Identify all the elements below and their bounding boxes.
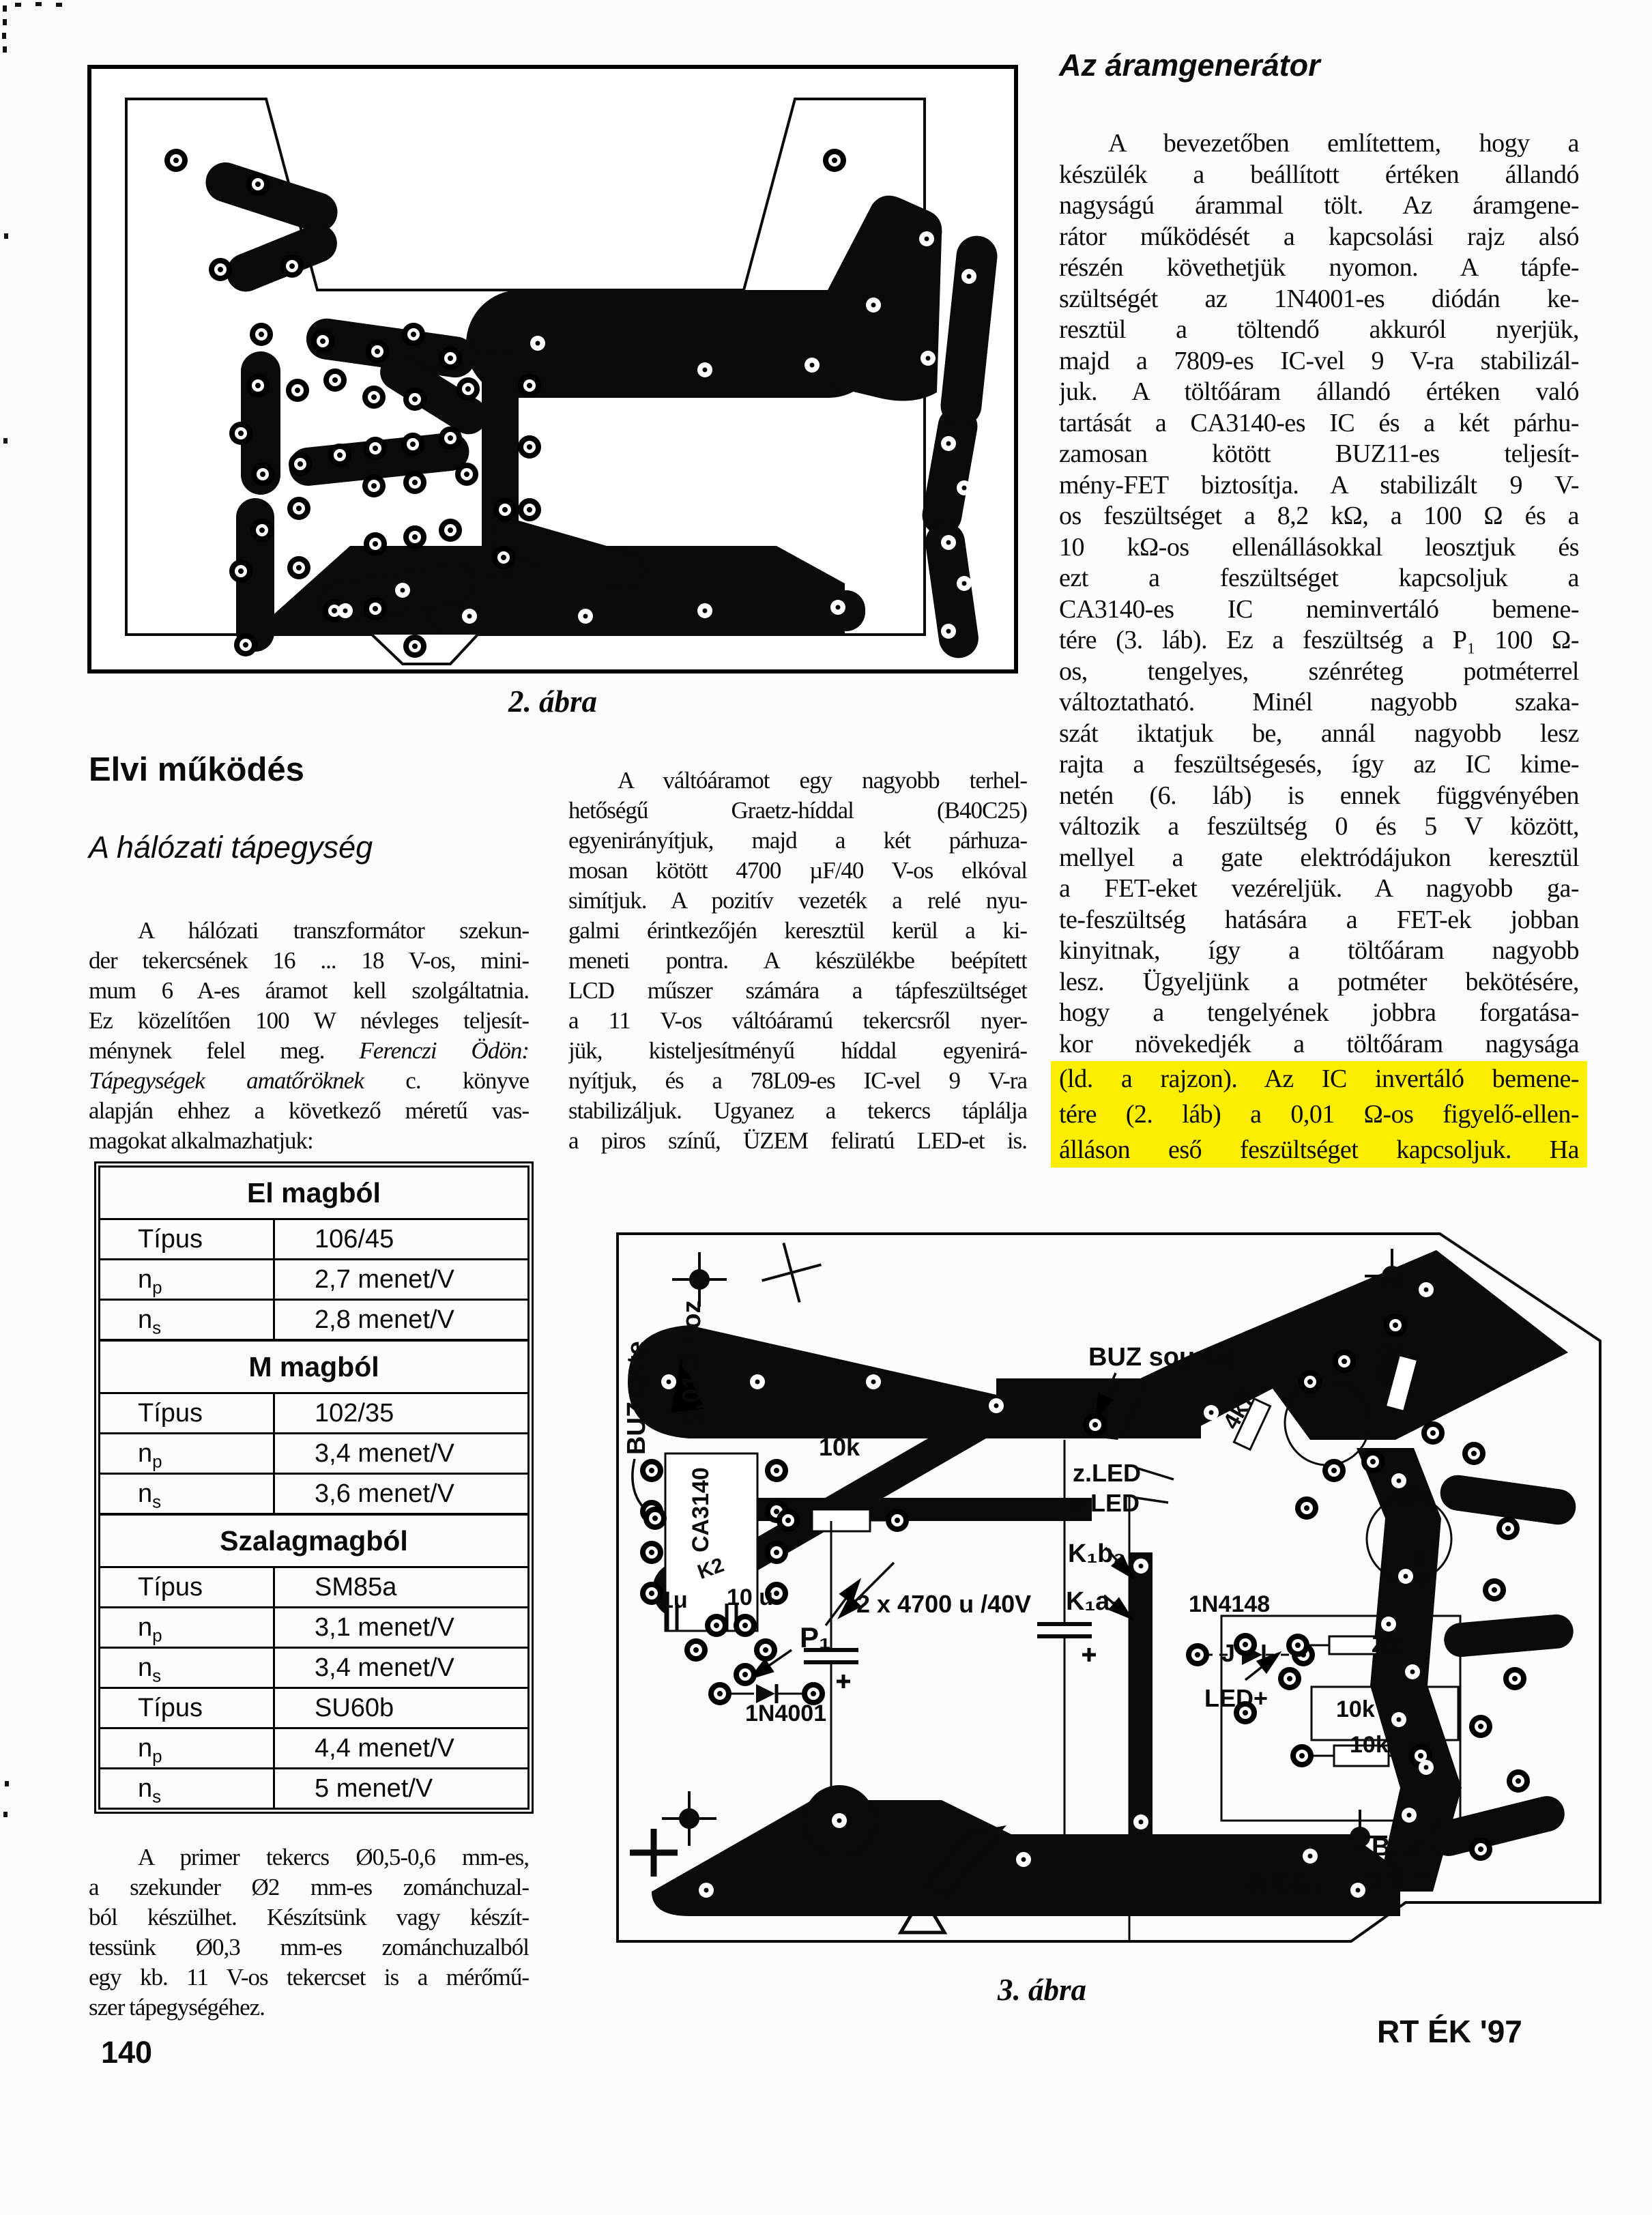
text-line: tartását a CA3140-es IC és a két párhu- [1059, 408, 1579, 437]
table-cell: $n_s$ [100, 1301, 275, 1339]
figure-callout-label: drain [1366, 1864, 1430, 1893]
scan-noise-dot [35, 2, 42, 6]
figure-callout-label: CA3140 [688, 1467, 714, 1552]
text-line: der tekercsének 16 ... 18 V-os, mini- [89, 947, 529, 974]
text-line: részén követhetjük nyomon. A tápfe- [1059, 253, 1579, 282]
text-line: a FET-eket vezéreljük. A nagyobb ga- [1059, 874, 1579, 903]
figure3-caption: 3. ábra [998, 1973, 1087, 2007]
text-line: simítjuk. A pozitív vezeték a relé nyu- [568, 887, 1027, 914]
text-line: kinyitnak, így a töltőáram nagyobb [1059, 936, 1579, 965]
figure-callout-label: LED+ [1204, 1684, 1269, 1712]
text-line: mellyel a gate elektródájukon keresztül [1059, 843, 1579, 872]
subsection-heading-halozati-tapegyseg: A hálózati tápegység [89, 830, 373, 865]
scan-noise-dot [3, 46, 7, 53]
table-cell: 3,4 menet/V [315, 1439, 454, 1468]
scan-noise-dot [3, 438, 8, 444]
figure-callout-label: s.LED [1070, 1489, 1140, 1517]
table-row [100, 1432, 527, 1473]
scan-noise-dot [5, 1781, 9, 1786]
scan-noise-dot [3, 1812, 8, 1817]
table-cell: 5 menet/V [315, 1774, 433, 1803]
table-cell: $n_s$ [100, 1475, 275, 1513]
text-line: mum 6 A-es áramot kell szolgáltatnia. [89, 977, 529, 1004]
text-line: os, tengelyes, szénréteg potméterrel [1059, 656, 1579, 686]
text-line: alapján ehhez a következő méretű vas- [89, 1097, 529, 1124]
figure-callout-label: K₁b₂ [1068, 1539, 1125, 1568]
core-data-table [94, 1161, 534, 1814]
figure-callout-label: 10k [1350, 1732, 1389, 1758]
text-line: rátor működését a kapcsolási rajz alsó [1059, 222, 1579, 251]
table-cell: Típus [100, 1220, 275, 1258]
figure-callout-label: 10k [819, 1433, 860, 1461]
figure-callout-label: 2 x 4700 u /40V [856, 1590, 1032, 1618]
figure-callout-label: 4k7 [1218, 1387, 1260, 1434]
text-line: Ez közelítően 100 W névleges teljesít- [89, 1007, 529, 1034]
journal-footer: RT ÉK '97 [1377, 2014, 1522, 2049]
text-line: A váltóáramot egy nagyobb terhel- [618, 767, 1027, 794]
right-column-paragraph [1059, 128, 1579, 1060]
text-line: 10 kΩ-os ellenállásokkal leosztjuk és [1059, 532, 1579, 562]
scan-noise-dot [3, 5, 7, 12]
text-line: a szekunder Ø2 mm-es zománchuzal- [89, 1874, 529, 1900]
figure3 [587, 1208, 1604, 1972]
table-row [100, 1473, 527, 1513]
table-cell: $n_s$ [100, 1769, 275, 1808]
table-row [100, 1566, 527, 1606]
section-heading-aramgenerator: Az áramgenerátor [1059, 48, 1320, 83]
text-line [89, 1066, 529, 1096]
table-cell: 3,1 menet/V [315, 1613, 454, 1642]
table-cell: $n_p$ [100, 1608, 275, 1647]
text-line: tére (3. láb). Ez a feszültség a P₁ 100 Ω- [1059, 626, 1579, 654]
table-row [100, 1392, 527, 1432]
text-line: A hálózati transzformátor szekun- [138, 917, 529, 944]
text-line: stabilizáljuk. Ugyanez a tekercs táplálja [568, 1097, 1027, 1124]
table-cell: 3,6 menet/V [315, 1479, 454, 1508]
figure3-labels-overlay [587, 1208, 1604, 1972]
table-cell: 102/35 [315, 1399, 394, 1428]
text-line: álláson eső feszültséget kapcsoljuk. Ha [1051, 1132, 1587, 1168]
italic-text-segment: Ferenczi Ödön: [359, 1037, 529, 1064]
table-cell: Típus [100, 1394, 275, 1432]
figure-callout-label: BUZ gate [622, 1341, 651, 1455]
text-line: hetőségű Graetz-híddal (B40C25) [568, 797, 1027, 824]
text-line: készülék a beállított értéken állandó [1059, 160, 1579, 189]
text-line: ezt a feszültséget kapcsoljuk a [1059, 564, 1579, 592]
section-heading-elvi-mukodes: Elvi működés [89, 751, 304, 788]
text-line: mény-FET biztosítja. A stabilizált 9 V- [1059, 470, 1579, 500]
text-line: A bevezetőben említettem, hogy a [1108, 129, 1579, 158]
text-line: a 11 V-os váltóáramú tekercsről nyer- [568, 1007, 1027, 1034]
text-line: te-feszültség hatására a FET-ek jobban [1059, 905, 1579, 934]
figure-callout-label: AKKU + [1247, 1868, 1345, 1897]
figure-callout-label: 10k [1336, 1696, 1375, 1722]
text-line: netén (6. láb) is ennek függvényében [1059, 781, 1579, 810]
table-row [100, 1727, 527, 1767]
table-cell: 2,7 menet/V [315, 1265, 454, 1294]
figure-callout-label: BUZ source [1088, 1343, 1234, 1372]
text-line: (ld. a rajzon). Az IC invertáló bemene- [1051, 1061, 1587, 1097]
text-line: egy kb. 11 V-os tekercset is a mérőmű- [89, 1964, 529, 1990]
figure-callout-label: ZS [1372, 1632, 1400, 1657]
figure-callout-label: P₁ [800, 1621, 831, 1653]
table-cell: Típus [100, 1689, 275, 1727]
figure-callout-label: 1N4148 [1189, 1591, 1271, 1617]
table-section-header: El magból [247, 1177, 381, 1208]
text-line: szer tápegységéhez. [89, 1994, 265, 2021]
table-row [100, 1606, 527, 1647]
table-cell: 4,4 menet/V [315, 1734, 454, 1763]
text-line: a piros színű, ÜZEM feliratú LED-et is. [568, 1127, 1027, 1154]
table-cell: SU60b [315, 1694, 394, 1722]
table-cell: 106/45 [315, 1225, 394, 1254]
text-line: jük, kisteljesítményű híddal egyenirá- [568, 1037, 1027, 1064]
table-row [100, 1299, 527, 1339]
table-cell: $n_p$ [100, 1729, 275, 1767]
text-line: os feszültséget a 8,2 kΩ, a 100 Ω és a [1059, 502, 1579, 530]
figure-callout-label: 10 u [727, 1584, 774, 1610]
page-number: 140 [101, 2035, 153, 2070]
figure-callout-label: J [1221, 1639, 1236, 1667]
text-line: nagyságú árammal tölt. Az áramgene- [1059, 191, 1579, 220]
text-line: tére (2. láb) a 0,01 Ω-os figyelő-ellen- [1051, 1097, 1587, 1132]
table-cell: $n_p$ [100, 1260, 275, 1299]
text-line: hogy a tengelyének jobbra forgatása- [1059, 998, 1579, 1027]
text-segment: c. könyve [363, 1067, 529, 1094]
figure2-pcb-artwork [87, 65, 1018, 674]
left-column-paragraph-2 [89, 1842, 529, 2023]
middle-column-paragraph [568, 766, 1027, 1156]
scan-noise-dot [56, 3, 62, 7]
text-line: szültségét az 1N4001-es diódán ke- [1059, 284, 1579, 313]
figure-callout-label: z.LED [1073, 1459, 1142, 1487]
figure-callout-label: Z6, [1393, 1478, 1430, 1510]
table-row [100, 1218, 527, 1258]
table-section-header: M magból [100, 1339, 527, 1392]
figure2-caption: 2. ábra [508, 684, 597, 719]
text-line: egyenirányítjuk, majd a két párhuza- [568, 827, 1027, 854]
text-line: nyítjuk, és a 78L09-es IC-vel 9 V-ra [568, 1067, 1027, 1094]
scan-noise-dot [15, 3, 21, 7]
table-cell: Típus [100, 1568, 275, 1606]
scan-noise-dot [2, 33, 6, 39]
left-column-paragraph-1 [89, 916, 529, 1156]
table-cell: 3,4 menet/V [315, 1653, 454, 1682]
figure-callout-label: 1u [661, 1587, 688, 1613]
table-row [100, 1647, 527, 1687]
text-line: változtatható. Minél nagyobb szaka- [1059, 688, 1579, 716]
figure-callout-label: 100u [1414, 1535, 1440, 1589]
text-line: kor növekedjék a töltőáram nagysága [1059, 1029, 1579, 1058]
table-cell: $n_p$ [100, 1434, 275, 1473]
text-line: változik a feszültség 0 és 5 V között, [1059, 812, 1579, 841]
figure-callout-label: 1N4001 [745, 1700, 827, 1726]
text-line: szát iktatjuk be, annál nagyobb lesz [1059, 719, 1579, 748]
table-row [100, 1767, 527, 1808]
table-cell: $n_s$ [100, 1649, 275, 1687]
figure-callout-label: K₁a₂ [1066, 1587, 1122, 1616]
text-line [89, 1036, 529, 1066]
text-line: lesz. Ügyeljünk a potméter bekötésére, [1059, 967, 1579, 996]
figure-callout-label: 47k [1369, 1342, 1404, 1387]
table-cell: SM85a [315, 1573, 397, 1602]
text-line: tessünk Ø0,3 mm-es zománchuzalból [89, 1934, 529, 1960]
text-line: mosan kötött 4700 µF/40 V-os elkóval [568, 857, 1027, 884]
figure-callout-label: BUZ [1372, 1833, 1425, 1862]
figure-callout-label: K2 [695, 1553, 727, 1584]
text-segment: ménynek felel meg. [89, 1037, 360, 1064]
scan-noise-dot [4, 233, 8, 239]
right-column-highlighted-text [1059, 1061, 1579, 1168]
text-line: galmi érintkezőjén keresztül kerül a ki- [568, 917, 1027, 944]
table-row [100, 1258, 527, 1299]
text-line: majd a 7809-es IC-vel 9 V-ra stabilizál- [1059, 346, 1579, 375]
text-line: magokat alkalmazhatjuk: [89, 1127, 313, 1154]
text-line: resztül a töltendő akkuról nyerjük, [1059, 315, 1579, 344]
table-row [100, 1687, 527, 1727]
figure-callout-label: 0,01Ω-hoz [678, 1300, 706, 1425]
table-section-header: Szalagmagból [100, 1513, 527, 1566]
text-line: juk. A töltőáram állandó értéken való [1059, 377, 1579, 406]
text-line: LCD műszer számára a tápfeszültséget [568, 977, 1027, 1004]
text-line: ból készülhet. Készítsünk vagy készít- [89, 1904, 529, 1930]
italic-text-segment: Tápegységek amatőröknek [89, 1067, 364, 1094]
text-line: rajta a feszültségesés, így az IC kime- [1059, 750, 1579, 779]
table-cell: 2,8 menet/V [315, 1305, 454, 1334]
text-line: zamosan kötött BUZ11-es teljesít- [1059, 439, 1579, 468]
scan-noise-dot [3, 19, 7, 25]
text-line: meneti pontra. A készülékbe beépített [568, 947, 1027, 974]
text-line: A primer tekercs Ø0,5-0,6 mm-es, [138, 1844, 529, 1870]
text-line: CA3140-es IC neminvertáló bemene- [1059, 594, 1579, 624]
